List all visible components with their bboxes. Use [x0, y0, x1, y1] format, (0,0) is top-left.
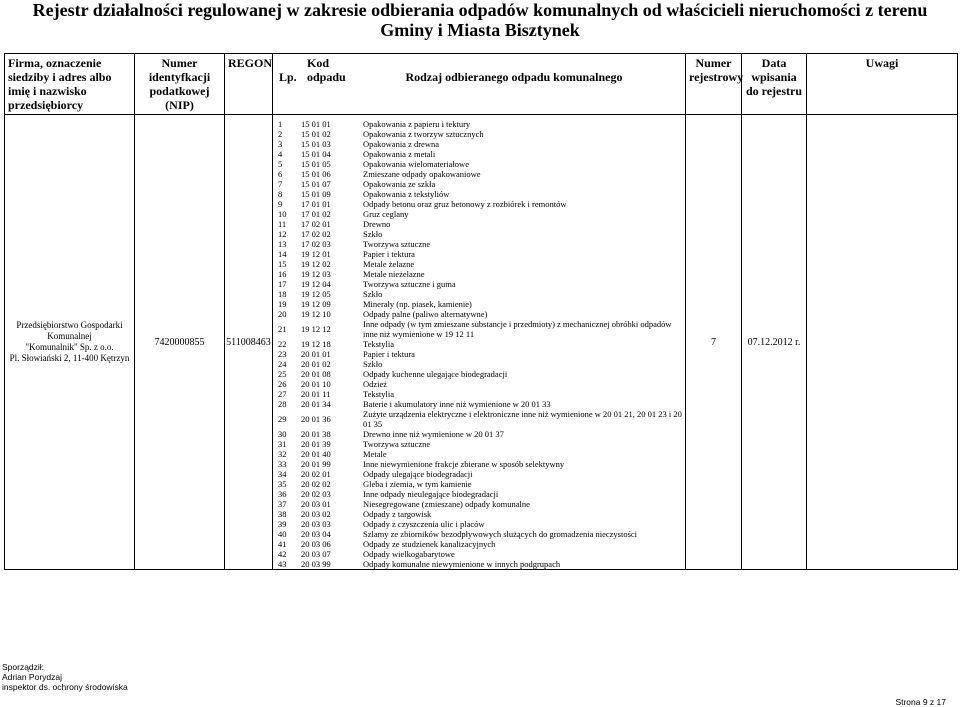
waste-row	[273, 499, 685, 509]
waste-lp: 21	[278, 324, 287, 334]
waste-code: 15 01 04	[301, 149, 331, 159]
waste-row	[273, 149, 685, 159]
waste-row	[273, 159, 685, 169]
waste-lp: 15	[278, 259, 287, 269]
waste-code: 15 01 05	[301, 159, 331, 169]
waste-type: Opakowania ze szkła	[363, 179, 436, 189]
waste-type: Opakowania z metali	[363, 149, 436, 159]
waste-type: Odpady betonu oraz gruz betonowy z rozbiórek i remontów	[363, 199, 567, 209]
waste-lp: 31	[278, 439, 287, 449]
waste-lp: 14	[278, 249, 287, 259]
waste-row	[273, 139, 685, 149]
waste-type: Odpady komunalne niewymienione w innych podgrupach	[363, 559, 561, 569]
waste-code: 15 01 01	[301, 119, 331, 129]
waste-code: 20 03 03	[301, 519, 331, 529]
waste-type: Odpady kuchenne ulegające biodegradacji	[363, 369, 508, 379]
waste-type: Odpady z czyszczenia ulic i placów	[363, 519, 485, 529]
waste-lp: 33	[278, 459, 287, 469]
waste-code: 19 12 02	[301, 259, 331, 269]
waste-code: 17 02 02	[301, 229, 331, 239]
waste-code: 19 12 10	[301, 309, 331, 319]
waste-lp: 7	[278, 179, 283, 189]
waste-row	[273, 169, 685, 179]
header-row	[5, 54, 958, 115]
waste-row	[273, 349, 685, 359]
waste-code: 20 03 06	[301, 539, 331, 549]
waste-code: 17 02 01	[301, 219, 331, 229]
waste-code: 20 01 38	[301, 429, 331, 439]
waste-type: Odpady ulegające biodegradacji	[363, 469, 473, 479]
waste-type: Szlamy ze zbiorników bezodpływowych służących do gromadzenia nieczystości	[363, 529, 638, 539]
waste-code: 20 01 36	[301, 414, 331, 424]
waste-row	[273, 379, 685, 389]
waste-code: 15 01 07	[301, 179, 331, 189]
waste-type: Opakowania z tekstyliów	[363, 189, 450, 199]
waste-lp: 29	[278, 414, 287, 424]
waste-code: 19 12 12	[301, 324, 331, 334]
nip-cell: 7420000855	[135, 115, 225, 570]
waste-code: 17 02 03	[301, 239, 331, 249]
waste-lp: 10	[278, 209, 287, 219]
waste-code: 20 01 10	[301, 379, 331, 389]
waste-type: Metale	[363, 449, 387, 459]
waste-type: Inne odpady (w tym zmieszane substancje i przedmioty) z mechanicznej obróbki odpadów inne niż wymienione w 19 12 11	[363, 319, 672, 339]
waste-row	[273, 529, 685, 539]
title-line-1: Rejestr działalności regulowanej w zakresie odbierania odpadów komunalnych od właścicieli nieruchomości z terenu	[32, 0, 928, 20]
header-lp: Lp.	[279, 70, 297, 84]
waste-lp: 9	[278, 199, 283, 209]
waste-code: 19 12 03	[301, 269, 331, 279]
waste-row	[273, 399, 685, 409]
waste-row	[273, 449, 685, 459]
waste-type: Opakowania wielomateriałowe	[363, 159, 469, 169]
firma-line-1: Przedsiębiorstwo Gospodarki Komunalnej	[16, 320, 123, 341]
waste-row	[273, 409, 685, 429]
firma-line-2: "Komunalnik" Sp. z o.o.	[25, 342, 114, 352]
firma-cell	[5, 115, 135, 570]
waste-code: 20 01 40	[301, 449, 331, 459]
waste-type: Metale nieżelazne	[363, 269, 425, 279]
waste-lp: 32	[278, 449, 287, 459]
footer-line-1: Sporządził:	[2, 662, 45, 672]
page-number: Strona 9 z 17	[895, 697, 946, 707]
footer-line-3: inspektor ds. ochrony środowiska	[2, 682, 128, 692]
waste-code: 15 01 03	[301, 139, 331, 149]
waste-type: Drewno inne niż wymienione w 20 01 37	[363, 429, 504, 439]
waste-code: 20 02 01	[301, 469, 331, 479]
footer-line-2: Adrian Porydzaj	[2, 672, 63, 682]
waste-lp: 26	[278, 379, 287, 389]
header-regon: REGON	[225, 54, 273, 115]
waste-type: Szkło	[363, 229, 383, 239]
waste-code: 20 01 99	[301, 459, 331, 469]
waste-row	[273, 489, 685, 499]
waste-type: Odpady z targowisk	[363, 509, 432, 519]
waste-lp: 22	[278, 339, 287, 349]
page-title	[0, 0, 960, 40]
waste-type: Papier i tektura	[363, 249, 415, 259]
waste-type: Zmieszane odpady opakowaniowe	[363, 169, 481, 179]
waste-row	[273, 279, 685, 289]
waste-row	[273, 459, 685, 469]
waste-row	[273, 209, 685, 219]
regon-cell: 511008463	[225, 115, 273, 570]
header-nip: Numer identyfkacji podatkowej (NIP)	[135, 54, 225, 115]
waste-lp: 16	[278, 269, 287, 279]
header-kod: Kod odpadu	[307, 56, 346, 84]
waste-list	[273, 119, 685, 569]
waste-row	[273, 179, 685, 189]
waste-type: Opakowania z tworzyw sztucznych	[363, 129, 484, 139]
waste-row	[273, 439, 685, 449]
uwagi-cell	[807, 115, 958, 570]
waste-type: Opakowania z papieru i tektury	[363, 119, 471, 129]
waste-row	[273, 189, 685, 199]
waste-row	[273, 559, 685, 569]
register-entry-row	[5, 115, 958, 570]
waste-code: 20 03 01	[301, 499, 331, 509]
waste-code: 19 12 05	[301, 289, 331, 299]
waste-lp: 43	[278, 559, 287, 569]
data-cell: 07.12.2012 r.	[742, 115, 807, 570]
header-uwagi: Uwagi	[807, 54, 958, 115]
waste-row	[273, 319, 685, 339]
waste-code: 20 01 08	[301, 369, 331, 379]
waste-row	[273, 229, 685, 239]
waste-lp: 4	[278, 149, 283, 159]
waste-lp: 38	[278, 509, 287, 519]
waste-type: Papier i tektura	[363, 349, 415, 359]
header-waste	[273, 54, 686, 115]
waste-code: 20 03 02	[301, 509, 331, 519]
waste-row	[273, 479, 685, 489]
waste-code: 20 01 02	[301, 359, 331, 369]
header-rodzaj: Rodzaj odbieranego odpadu komunalnego	[405, 70, 623, 84]
waste-row	[273, 259, 685, 269]
waste-code: 15 01 06	[301, 169, 331, 179]
waste-row	[273, 389, 685, 399]
waste-type: Opakowania z drewna	[363, 139, 439, 149]
waste-lp: 12	[278, 229, 287, 239]
waste-code: 20 03 99	[301, 559, 331, 569]
waste-type: Tekstylia	[363, 339, 395, 349]
waste-type: Baterie i akumulatory inne niż wymienione w 20 01 33	[363, 399, 551, 409]
waste-code: 20 02 03	[301, 489, 331, 499]
waste-code: 15 01 02	[301, 129, 331, 139]
waste-lp: 40	[278, 529, 287, 539]
waste-type: Zużyte urządzenia elektryczne i elektroniczne inne niż wymienione w 20 01 21, 20 01 23 i 20 01 35	[363, 409, 682, 429]
waste-lp: 23	[278, 349, 287, 359]
waste-lp: 25	[278, 369, 287, 379]
waste-row	[273, 309, 685, 319]
waste-row	[273, 249, 685, 259]
waste-row	[273, 339, 685, 349]
waste-row	[273, 129, 685, 139]
waste-lp: 27	[278, 389, 287, 399]
waste-type: Gruz ceglany	[363, 209, 409, 219]
waste-lp: 42	[278, 549, 287, 559]
waste-code: 20 02 02	[301, 479, 331, 489]
footer-author	[2, 662, 128, 692]
waste-type: Minerały (np. piasek, kamienie)	[363, 299, 472, 309]
waste-type: Drewno	[363, 219, 391, 229]
waste-lp: 3	[278, 139, 283, 149]
firma-line-3: Pl. Słowiański 2, 11-400 Kętrzyn	[9, 353, 130, 363]
waste-row	[273, 359, 685, 369]
waste-row	[273, 119, 685, 129]
waste-lp: 2	[278, 129, 283, 139]
waste-code: 20 01 34	[301, 399, 331, 409]
waste-lp: 11	[278, 219, 287, 229]
waste-lp: 39	[278, 519, 287, 529]
waste-code: 19 12 01	[301, 249, 331, 259]
waste-type: Odpady ze studzienek kanalizacyjnych	[363, 539, 496, 549]
waste-code: 19 12 04	[301, 279, 331, 289]
waste-type: Niesegregowane (zmieszane) odpady komunalne	[363, 499, 530, 509]
waste-lp: 8	[278, 189, 283, 199]
waste-lp: 6	[278, 169, 283, 179]
waste-row	[273, 509, 685, 519]
waste-lp: 18	[278, 289, 287, 299]
register-table	[4, 53, 958, 570]
numer-cell: 7	[686, 115, 742, 570]
waste-row	[273, 219, 685, 229]
waste-lp: 13	[278, 239, 287, 249]
waste-code: 15 01 09	[301, 189, 331, 199]
waste-code: 17 01 01	[301, 199, 331, 209]
waste-row	[273, 469, 685, 479]
header-numer: Numer rejestrowy	[686, 54, 742, 115]
waste-row	[273, 369, 685, 379]
waste-list-cell	[273, 115, 686, 570]
waste-type: Odpady palne (paliwo alternatywne)	[363, 309, 488, 319]
waste-row	[273, 199, 685, 209]
header-data: Data wpisania do rejestru	[742, 54, 807, 115]
waste-type: Tworzywa sztuczne i guma	[363, 279, 456, 289]
waste-code: 20 01 01	[301, 349, 331, 359]
waste-row	[273, 539, 685, 549]
waste-type: Szkło	[363, 359, 383, 369]
waste-lp: 37	[278, 499, 287, 509]
waste-lp: 1	[278, 119, 283, 129]
waste-type: Metale żelazne	[363, 259, 415, 269]
header-firma: Firma, oznaczenie siedziby i adres albo imię i nazwisko przedsiębiorcy	[5, 54, 135, 115]
waste-type: Gleba i ziemia, w tym kamienie	[363, 479, 472, 489]
waste-type: Szkło	[363, 289, 383, 299]
waste-lp: 35	[278, 479, 287, 489]
waste-row	[273, 549, 685, 559]
waste-lp: 30	[278, 429, 287, 439]
waste-lp: 20	[278, 309, 287, 319]
waste-type: Inne niewymienione frakcje zbierane w sposób selektywny	[363, 459, 565, 469]
waste-row	[273, 299, 685, 309]
waste-code: 19 12 09	[301, 299, 331, 309]
waste-row	[273, 429, 685, 439]
waste-type: Tworzywa sztuczne	[363, 239, 431, 249]
waste-code: 20 01 39	[301, 439, 331, 449]
waste-type: Odzież	[363, 379, 388, 389]
waste-type: Tworzywa sztuczne	[363, 439, 431, 449]
waste-code: 17 01 02	[301, 209, 331, 219]
waste-lp: 19	[278, 299, 287, 309]
waste-lp: 28	[278, 399, 287, 409]
waste-code: 20 01 11	[301, 389, 331, 399]
waste-type: Inne odpady nieulegające biodegradacji	[363, 489, 499, 499]
title-line-2: Gminy i Miasta Bisztynek	[380, 20, 580, 40]
waste-row	[273, 519, 685, 529]
waste-lp: 41	[278, 539, 287, 549]
waste-row	[273, 269, 685, 279]
waste-type: Odpady wielkogabarytowe	[363, 549, 455, 559]
waste-lp: 17	[278, 279, 287, 289]
waste-lp: 34	[278, 469, 287, 479]
waste-type: Tekstylia	[363, 389, 395, 399]
waste-code: 20 03 04	[301, 529, 331, 539]
waste-row	[273, 239, 685, 249]
waste-code: 19 12 18	[301, 339, 331, 349]
waste-code: 20 03 07	[301, 549, 331, 559]
waste-lp: 5	[278, 159, 283, 169]
waste-row	[273, 289, 685, 299]
waste-lp: 36	[278, 489, 287, 499]
waste-lp: 24	[278, 359, 287, 369]
